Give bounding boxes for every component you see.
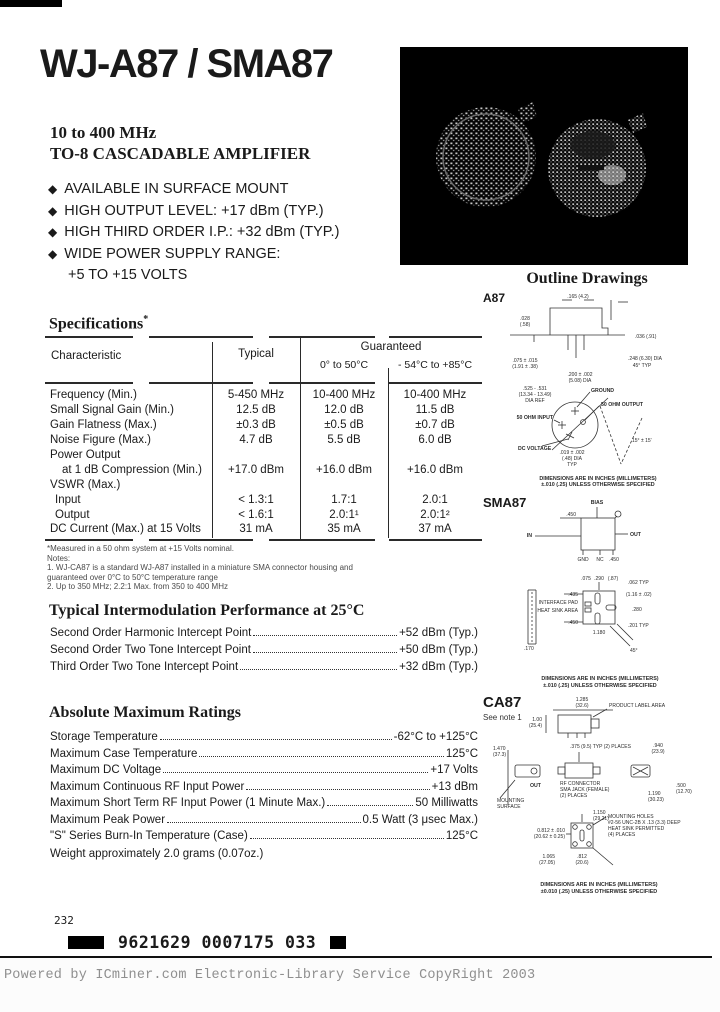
- dim-label: .435: [568, 592, 578, 598]
- device2-tab: [628, 113, 647, 133]
- ca87-dimension-note: ±0.010 (.25) UNLESS OTHERWISE SPECIFIED: [540, 889, 658, 895]
- dim-label: .019 ± .002: [559, 450, 585, 456]
- spec-cell: 11.5 dB: [415, 404, 455, 417]
- device2-label-line: [578, 165, 604, 170]
- dot-leader: [163, 772, 428, 773]
- dot-leader: [246, 789, 429, 790]
- spec-cell: [388, 477, 482, 492]
- outline-drawings-heading: Outline Drawings: [526, 270, 648, 287]
- spec-cell: +16.0 dBm: [407, 463, 463, 476]
- ca87-dimension-note: DIMENSIONS ARE IN INCHES (MILLIMETERS): [540, 882, 658, 888]
- a87-package-label: A87: [483, 291, 506, 305]
- feature-continuation: +5 TO +15 VOLTS: [68, 267, 188, 283]
- pin-label-input: 50 OHM INPUT: [516, 415, 553, 421]
- document-code: 9621629 0007175 033: [118, 933, 317, 952]
- dim-label: (2) PLACES: [560, 793, 588, 799]
- dim-label: (4) PLACES: [608, 832, 636, 838]
- spec-cell: 12.0 dB: [324, 404, 364, 417]
- intermod-value: +50 dBm (Typ.): [399, 644, 478, 656]
- schematic-bias-label: BIAS: [590, 500, 604, 506]
- dim-label: RF CONNECTOR: [560, 781, 601, 787]
- col-header-temp-range-1: 0° to 50°C: [319, 359, 369, 371]
- diamond-bullet-icon: ◆: [48, 246, 58, 261]
- feature-list: [48, 181, 339, 289]
- abs-max-line: [50, 731, 478, 748]
- dim-label: 1.470: [493, 746, 506, 752]
- abs-max-heading: Absolute Maximum Ratings: [49, 704, 242, 721]
- dim-label: SMA JACK (FEMALE): [560, 787, 610, 793]
- ca87-see-note: See note 1: [483, 713, 522, 722]
- abs-max-label: Maximum Continuous RF Input Power: [50, 780, 245, 793]
- feature-label: HIGH THIRD ORDER I.P.: +32 dBm (TYP.): [64, 224, 340, 240]
- spec-cell: [388, 448, 482, 463]
- intermod-line: [50, 627, 478, 644]
- spec-cell: 5.5 dB: [327, 434, 361, 447]
- dim-label: 15° ± 15': [632, 438, 652, 444]
- feature-item: [48, 203, 339, 225]
- spec-cell: 4.7 dB: [239, 434, 273, 447]
- intermod-label: Second Order Harmonic Intercept Point: [50, 627, 252, 639]
- diamond-bullet-icon: ◆: [48, 182, 58, 196]
- dim-label: (.87): [607, 576, 619, 582]
- dim-label: .201 TYP: [628, 623, 649, 629]
- col-header-temp-range-2: - 54°C to +85°C: [397, 359, 473, 371]
- dim-label: 1.285: [575, 697, 589, 703]
- dim-label: 1.00: [532, 717, 542, 723]
- footnote-note2: 2. Up to 350 MHz; 2.2:1 Max. from 350 to 400 MHz: [47, 582, 228, 592]
- dim-label: (29.21): [593, 816, 609, 822]
- abs-max-label: Maximum DC Voltage: [50, 764, 162, 776]
- product-photo: [400, 47, 688, 265]
- dim-label: .290: [594, 576, 604, 582]
- col-header-typical: Typical: [238, 348, 274, 360]
- sma87-dimension-note: ±.010 (.25) UNLESS OTHERWISE SPECIFIED: [543, 683, 657, 689]
- dim-label: #2-56 UNC-2B X .13 (3.3) DEEP: [608, 820, 681, 826]
- spec-cell: +16.0 dBm: [316, 463, 372, 476]
- dim-label: SURFACE: [497, 804, 521, 810]
- spec-cell: 2.0:1²: [420, 508, 450, 521]
- dim-label: TYP: [567, 462, 577, 468]
- spec-cell: Power Output: [50, 449, 121, 461]
- abs-max-value: +17 Volts: [430, 764, 478, 776]
- barcode-end-block: [330, 936, 346, 949]
- dim-label: (27.05): [539, 860, 555, 866]
- dim-label: .500: [676, 783, 686, 789]
- footer-strip: [0, 958, 720, 1012]
- dim-label: .450: [568, 620, 578, 626]
- abs-max-value: 125°C: [445, 830, 478, 842]
- dim-label: .075 ± .015: [512, 358, 538, 364]
- dim-label: .525 - .531: [523, 386, 547, 392]
- spec-cell: 6.0 dB: [418, 434, 452, 447]
- abs-max-line: [50, 781, 478, 798]
- dim-label: .062 TYP: [628, 580, 649, 586]
- abs-max-line: [50, 814, 478, 831]
- spec-cell: [212, 477, 300, 492]
- dim-label: (20.62 ± 0.25): [533, 834, 565, 840]
- spec-cell: ±0.3 dB: [236, 419, 276, 432]
- intermod-line: [50, 661, 478, 678]
- dot-leader: [167, 822, 360, 823]
- ca87-package-label: CA87: [483, 694, 522, 711]
- dim-label: .165 (4.2): [567, 294, 589, 300]
- device1-body: [436, 107, 536, 207]
- dim-label: MOUNTING HOLES: [608, 814, 654, 820]
- spec-footnotes: [47, 544, 457, 592]
- dim-label: (30.23): [648, 797, 664, 803]
- barcode-start-block: [68, 936, 104, 949]
- spec-cell: 35 mA: [327, 523, 361, 536]
- spec-cell: DC Current (Max.) at 15 Volts: [50, 523, 201, 536]
- footer-copyright: Powered by ICminer.com Electronic-Library Service CopyRight 2003: [4, 968, 536, 983]
- abs-max-list: [50, 731, 478, 847]
- dim-label: .028: [520, 316, 530, 322]
- dim-label: (32.6): [575, 703, 589, 709]
- ca87-top-view: [546, 709, 613, 738]
- spec-cell: [300, 477, 388, 492]
- table-rule-top: [45, 336, 482, 338]
- intermod-line: [50, 644, 478, 661]
- footnote-notes-label: Notes:: [47, 553, 71, 563]
- spec-cell: 31 mA: [239, 523, 273, 536]
- spec-cell: 12.5 dB: [236, 404, 276, 417]
- dot-leader: [199, 756, 443, 757]
- to8-devices-photo: [400, 47, 688, 265]
- dim-label: (.58): [519, 322, 531, 328]
- abs-max-value: 50 Milliwatts: [415, 797, 478, 809]
- abs-max-label: Storage Temperature: [50, 731, 158, 743]
- dim-label: INTERFACE PAD: [538, 600, 578, 606]
- product-subtitle: [50, 122, 310, 164]
- a87-outline-drawing: [480, 290, 720, 490]
- a87-dimension-note: ±.010 (.25) UNLESS OTHERWISE SPECIFIED: [541, 482, 655, 488]
- spec-cell: 5-450 MHz: [227, 389, 285, 402]
- spec-cell: +17.0 dBm: [228, 463, 284, 476]
- dim-label: 45°: [630, 648, 638, 654]
- abs-max-line: [50, 830, 478, 847]
- sma87-package-label: SMA87: [483, 495, 527, 510]
- abs-max-value: +13 dBm: [431, 780, 478, 793]
- specifications-table: [45, 336, 482, 542]
- weight-note: Weight approximately 2.0 grams (0.07oz.): [50, 848, 264, 860]
- dot-leader: [160, 739, 392, 740]
- dim-label: .812: [577, 854, 587, 860]
- specifications-heading-asterisk: *: [143, 314, 149, 325]
- footnote-measured: *Measured in a 50 ohm system at +15 Volts nominal.: [47, 544, 234, 553]
- feature-label: AVAILABLE IN SURFACE MOUNT: [64, 181, 289, 197]
- spec-cell: 2.0:1¹: [329, 508, 359, 521]
- spec-cell: at 1 dB Compression (Min.): [62, 463, 202, 476]
- dim-label: .450: [566, 512, 576, 518]
- dim-label: (23.9): [651, 749, 665, 755]
- a87-side-view: [510, 300, 628, 358]
- abs-max-label: Maximum Peak Power: [50, 813, 166, 826]
- pin-label-output: 50 OHM OUTPUT: [601, 402, 644, 408]
- diamond-bullet-icon: ◆: [48, 203, 58, 218]
- feature-label: HIGH OUTPUT LEVEL: +17 dBm (TYP.): [64, 202, 324, 219]
- abs-max-value: 0.5 Watt (3 μsec Max.): [362, 813, 478, 826]
- spec-cell: 1.7:1: [331, 493, 357, 506]
- feature-label: WIDE POWER SUPPLY RANGE:: [64, 245, 281, 262]
- spec-cell: [300, 448, 388, 463]
- abs-max-value: -62°C to +125°C: [393, 731, 478, 743]
- specifications-heading-text: Specifications: [49, 315, 144, 333]
- spec-cell: 10-400 MHz: [312, 389, 376, 402]
- intermod-label: Second Order Two Tone Intercept Point: [50, 644, 251, 656]
- spec-cell: Output: [55, 508, 90, 521]
- spec-cell: Input: [55, 493, 81, 506]
- spec-cell: 37 mA: [418, 523, 452, 536]
- intermod-value: +32 dBm (Typ.): [399, 661, 478, 673]
- subtitle-frequency: 10 to 400 MHz: [50, 123, 157, 142]
- spec-cell: Gain Flatness (Max.): [50, 419, 157, 432]
- dim-label: 1.180: [592, 630, 606, 636]
- dim-label: (1.16 ± .02): [626, 592, 652, 598]
- col-header-characteristic: Characteristic: [51, 350, 122, 362]
- spec-cell: ±0.7 dB: [415, 419, 455, 432]
- dim-label: .450: [609, 557, 619, 563]
- dim-label: 0.812 ± .010: [537, 828, 565, 834]
- sma87-mechanical-view: [528, 582, 633, 646]
- dim-label: PRODUCT LABEL AREA: [609, 703, 666, 709]
- spec-cell: 10-400 MHz: [403, 389, 467, 402]
- table-rule-header: [45, 382, 482, 384]
- footnote-note1: 1. WJ-CA87 is a standard WJ-A87 installed in a miniature SMA connector housing and: [47, 563, 353, 573]
- dim-label: (5.08) DIA: [568, 378, 592, 384]
- schematic-gnd-label: GND: [577, 557, 589, 563]
- spec-rows: [45, 388, 482, 537]
- intermod-list: [50, 627, 478, 678]
- dim-label: .036 (.91): [635, 334, 657, 340]
- feature-item: [48, 246, 339, 268]
- dot-leader: [253, 652, 397, 653]
- spec-cell: VSWR (Max.): [50, 478, 121, 491]
- pin-label-ground: GROUND: [591, 388, 615, 394]
- dot-leader: [240, 669, 397, 670]
- dim-label: .170: [524, 646, 534, 652]
- abs-max-label: Maximum Short Term RF Input Power (1 Minute Max.): [50, 797, 326, 809]
- dim-label: .200 ± .002: [567, 372, 593, 378]
- abs-max-value: 125°C: [445, 747, 478, 760]
- schematic-nc-label: NC: [596, 557, 604, 563]
- abs-max-label: Maximum Case Temperature: [50, 747, 198, 760]
- intermod-label: Third Order Two Tone Intercept Point: [50, 661, 239, 673]
- abs-max-line: [50, 797, 478, 814]
- feature-item: [48, 181, 339, 203]
- spec-cell: Small Signal Gain (Min.): [50, 404, 174, 417]
- schematic-in-label: IN: [526, 533, 532, 539]
- ca87-outline-drawing: [478, 690, 720, 900]
- dot-leader: [250, 838, 444, 839]
- dim-label: .248 (6.30) DIA: [628, 356, 662, 362]
- sma87-dimension-note: DIMENSIONS ARE IN INCHES (MILLIMETERS): [541, 676, 659, 682]
- device1-tab: [518, 102, 537, 123]
- abs-max-line: [50, 764, 478, 781]
- dim-label: .375 (9.5) TYP (2) PLACES: [570, 744, 631, 750]
- dim-label: 1.065: [542, 854, 555, 860]
- diamond-bullet-icon: ◆: [48, 225, 58, 239]
- footnote-note1-cont: guaranteed over 0°C to 50°C temperature range: [47, 572, 218, 582]
- document-code-row: [68, 933, 346, 952]
- spec-cell: Noise Figure (Max.): [50, 434, 151, 447]
- dot-leader: [253, 635, 397, 636]
- dot-leader: [327, 805, 413, 806]
- dim-label: MOUNTING: [497, 798, 525, 804]
- page-corner-mark: [0, 0, 62, 7]
- device2-marking: [571, 131, 615, 159]
- dim-label: (13.34 - 13.49): [518, 392, 552, 398]
- intermod-value: +52 dBm (Typ.): [399, 627, 478, 639]
- dim-label: (25.4): [528, 723, 542, 729]
- dim-label: HEAT SINK PERMITTED: [608, 826, 665, 832]
- col-header-guaranteed: Guaranteed: [360, 341, 422, 353]
- sma87-outline-drawing: [480, 494, 720, 694]
- abs-max-line: [50, 748, 478, 765]
- page-number: 232: [54, 914, 74, 927]
- dim-label: .075: [581, 576, 591, 582]
- feature-item: [48, 224, 339, 246]
- spec-cell: ±0.5 dB: [324, 419, 364, 432]
- dim-label: (1.91 ± .38): [512, 364, 538, 370]
- intermod-heading: Typical Intermodulation Performance at 25°C: [49, 602, 365, 619]
- dim-label: .280: [632, 607, 642, 613]
- dim-label: (20.6): [575, 860, 589, 866]
- dim-label: 45° TYP: [632, 363, 652, 369]
- dim-label: 1.190: [648, 791, 661, 797]
- a87-dimension-note: DIMENSIONS ARE IN INCHES (MILLIMETERS): [539, 476, 657, 482]
- dim-label: HEAT SINK AREA: [537, 608, 578, 614]
- dim-label: OUT: [530, 783, 541, 789]
- dim-label: 1.150: [593, 810, 606, 816]
- spec-cell: < 1.6:1: [238, 508, 274, 521]
- spec-cell: < 1.3:1: [238, 493, 274, 506]
- abs-max-label: "S" Series Burn-In Temperature (Case): [50, 830, 248, 842]
- page-title: WJ-A87 / SMA87: [40, 42, 333, 86]
- table-rule-bottom: [45, 539, 482, 541]
- spec-cell: [212, 448, 300, 463]
- pin-label-bias: DC VOLTAGE: [518, 446, 552, 452]
- subtitle-type: TO-8 CASCADABLE AMPLIFIER: [50, 144, 311, 163]
- specifications-heading: [49, 314, 148, 333]
- dim-label: (37.3): [493, 752, 507, 758]
- spec-cell: 2.0:1: [422, 493, 448, 506]
- spec-cell: Frequency (Min.): [50, 389, 137, 402]
- dim-label: .940: [653, 743, 663, 749]
- dim-label: (12.70): [676, 789, 692, 795]
- dim-label: (.48) DIA: [561, 456, 583, 462]
- dim-label: DIA REF: [525, 398, 545, 404]
- schematic-out-label: OUT: [630, 532, 641, 538]
- sma87-schematic: [535, 507, 628, 555]
